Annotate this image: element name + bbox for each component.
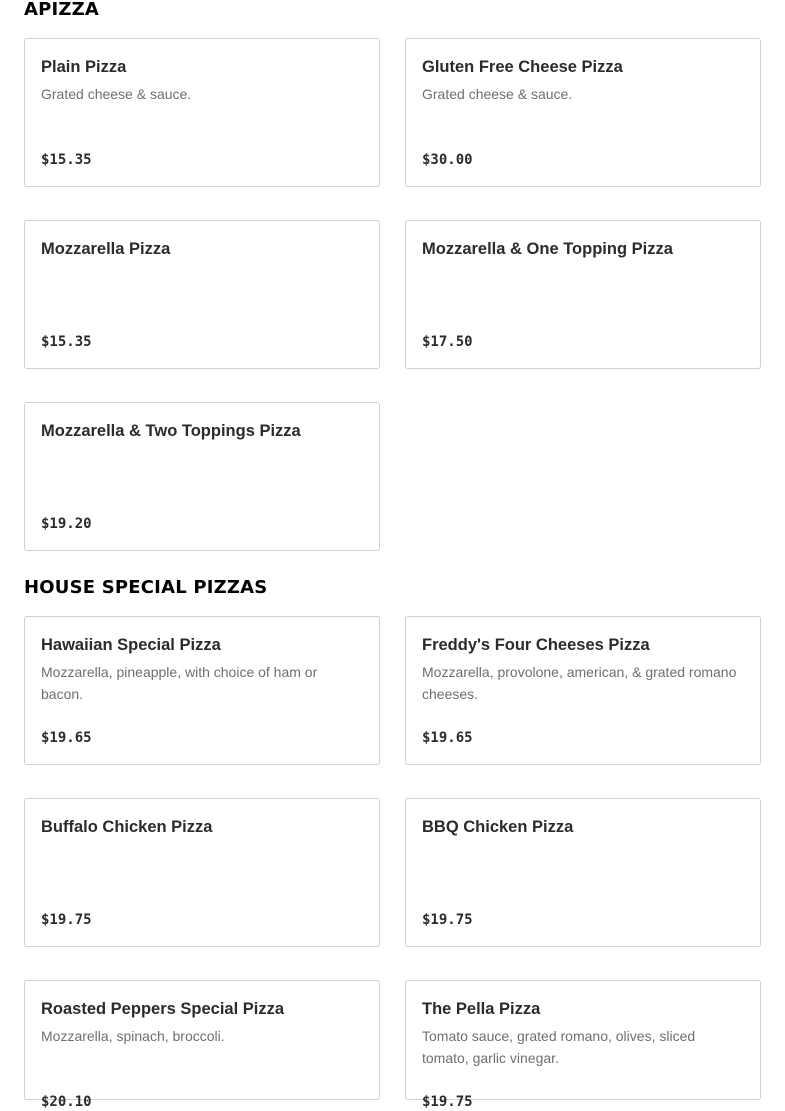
menu-item-card[interactable]: [405, 220, 761, 369]
menu-item-price: $19.75: [41, 912, 92, 928]
menu-item-price: $15.35: [41, 334, 92, 350]
menu-item-card[interactable]: [24, 798, 380, 947]
menu-item-name: Mozzarella Pizza: [41, 240, 171, 258]
menu-item-name: Mozzarella & Two Toppings Pizza: [41, 422, 301, 440]
menu-item-price: $20.10: [41, 1094, 92, 1110]
menu-item-name: Mozzarella & One Topping Pizza: [422, 240, 673, 258]
menu-item-card[interactable]: [405, 38, 761, 187]
menu-item-name: Gluten Free Cheese Pizza: [422, 58, 623, 76]
menu-item-name: BBQ Chicken Pizza: [422, 818, 574, 836]
menu-item-description: Mozzarella, provolone, american, & grated romano cheeses.: [422, 664, 737, 702]
menu-item-name: Roasted Peppers Special Pizza: [41, 1000, 285, 1018]
menu-item-name: Freddy's Four Cheeses Pizza: [422, 636, 650, 654]
menu-item-card[interactable]: [24, 38, 380, 187]
menu-item-card[interactable]: [24, 980, 380, 1110]
menu-item-price: $19.20: [41, 516, 92, 532]
menu-item-name: The Pella Pizza: [422, 1000, 541, 1018]
menu-item-price: $30.00: [422, 152, 473, 168]
menu-item-description: Tomato sauce, grated romano, olives, sliced tomato, garlic vinegar.: [422, 1028, 696, 1066]
menu-item-description: Mozzarella, spinach, broccoli.: [41, 1028, 225, 1044]
section-title-apizza: APIZZA: [24, 0, 100, 20]
section-title-house-special-pizzas: HOUSE SPECIAL PIZZAS: [24, 577, 268, 598]
menu-item-card[interactable]: [405, 980, 761, 1110]
menu-item-description: Grated cheese & sauce.: [41, 86, 192, 102]
menu-item-description: Mozzarella, pineapple, with choice of ham or bacon.: [41, 664, 318, 702]
menu-item-price: $19.75: [422, 912, 473, 928]
menu-item-card[interactable]: [405, 798, 761, 947]
menu-item-price: $17.50: [422, 334, 473, 350]
menu-item-card[interactable]: [405, 616, 761, 765]
menu-item-name: Hawaiian Special Pizza: [41, 636, 221, 654]
menu-item-price: $15.35: [41, 152, 92, 168]
menu-item-card[interactable]: [24, 402, 380, 551]
menu-item-name: Plain Pizza: [41, 58, 127, 76]
menu-item-name: Buffalo Chicken Pizza: [41, 818, 213, 836]
menu-item-description: Grated cheese & sauce.: [422, 86, 573, 102]
menu-item-price: $19.75: [422, 1094, 473, 1110]
menu-item-card[interactable]: [24, 616, 380, 765]
menu-item-price: $19.65: [422, 730, 473, 746]
menu-item-price: $19.65: [41, 730, 92, 746]
menu-item-card[interactable]: [24, 220, 380, 369]
